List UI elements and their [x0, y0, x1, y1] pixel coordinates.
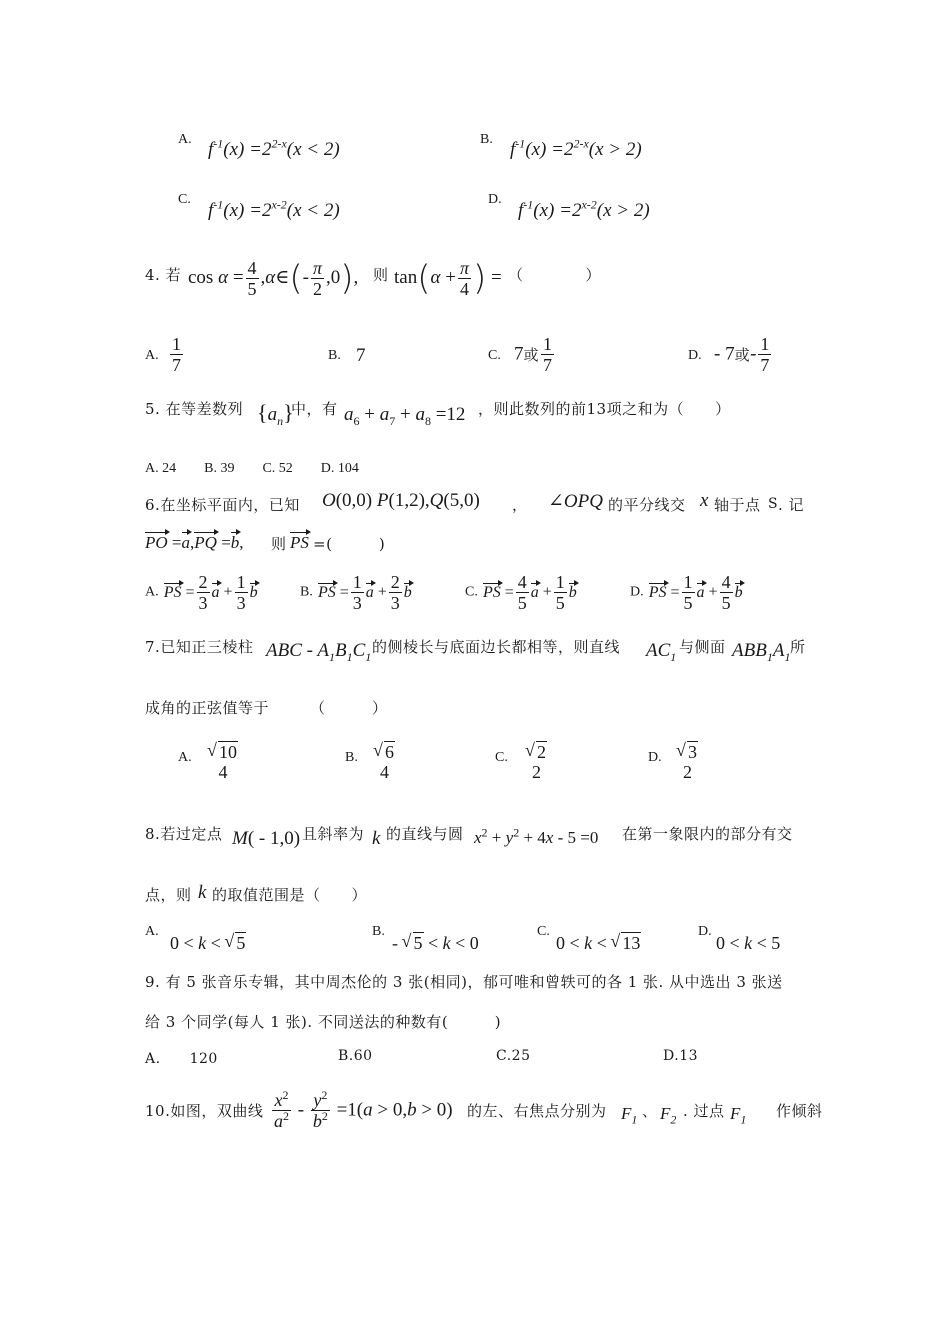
q7-prism: ABC - $A_1B_1C_1$ [266, 640, 372, 664]
q6-paren: =( ) [313, 535, 386, 553]
q7-text-c: 与侧面 [679, 638, 726, 656]
q7-option-a-label: A. [178, 750, 192, 765]
q10-hyperbola: $\frac{x^2}{a^2}$ - $\frac{y^2}{b^2}$ =1(a > 0,b > 0) [274, 1088, 453, 1131]
q4-option-d-label: D. [688, 348, 702, 363]
q8-line2-b: 的取值范围是（ ） [212, 886, 368, 904]
q8-option-a-label: A. [145, 924, 159, 939]
q6-points: O(0,0) P(1,2),Q(5,0) [322, 490, 480, 511]
q8-option-a: 0 < k < √ 5 [170, 933, 246, 954]
q4-option-a-label: A. [145, 348, 159, 363]
q8-option-c-label: C. [537, 924, 550, 939]
q6-stem: 6.在坐标平面内，已知 [145, 496, 300, 514]
q6-point-s: S [768, 496, 779, 512]
q4-formula-tan: tan(α + $\frac{\pi}{4}$ ) = [394, 258, 502, 299]
q4-formula: cos α = $\frac{4}{5}$ ,α∈(- $\frac{\pi}{2}$ ,0), [188, 258, 359, 299]
q4-option-a: $\frac{1}{7}$ [172, 334, 181, 375]
q8-option-b: - √ 5 < k < 0 [392, 933, 479, 954]
q4-stem: 4. 若 [145, 266, 182, 284]
q6-comma: ， [512, 496, 528, 514]
q9-line2: 给 3 个同学(每人 1 张). 不同送法的种数有( ) [145, 1013, 502, 1031]
q5-equation: $a_6 + a_7 + a_8 =12$ [344, 404, 466, 428]
q6-text-e: . 记 [778, 496, 805, 514]
q7-line2: 成角的正弦值等于 [145, 699, 270, 717]
q7-text-b: 的侧棱长与底面边长都相等，则直线 [372, 638, 621, 656]
q10-f1: $F_1$ [621, 1104, 638, 1127]
q3-option-a-label: A. [178, 132, 192, 147]
q8-option-c: 0 < k < √ 13 [556, 933, 641, 954]
q8-text-b: 且斜率为 [302, 825, 365, 843]
q9-line1: 9. 有 5 张音乐专辑，其中周杰伦的 3 张(相同)，郁可唯和曾轶可的各 1 张. 从中选出 3 张送 [145, 973, 783, 991]
q4-option-c: 7或 $\frac{1}{7}$ [514, 334, 553, 375]
q6-option-d: D. PS = $\frac{1}{5}$ a + $\frac{4}{5}$ b [630, 572, 743, 613]
q6-x: x [700, 490, 709, 511]
q7-stem: 7.已知正三棱柱 [145, 638, 254, 656]
q6-vectors: PO =a,PQ =b, [145, 533, 244, 552]
q10-f1-point: $F_1$ [730, 1104, 747, 1127]
q10-text-d: 作倾斜 [776, 1102, 823, 1120]
q4-answer-paren: （ ） [508, 266, 602, 284]
q7-option-b-label: B. [345, 750, 358, 765]
q5-sequence: $\{a_n\}$ [257, 400, 294, 428]
q4-option-b: 7 [356, 345, 366, 366]
q6-option-c: C. PS = $\frac{4}{5}$ a + $\frac{1}{5}$ b [465, 572, 577, 613]
q4-option-d: - 7或- $\frac{1}{7}$ [714, 334, 770, 375]
q3-option-d-label: D. [488, 192, 502, 207]
q6-ps: PS [290, 533, 309, 552]
q10-f2: $F_2$ [660, 1104, 677, 1127]
q8-circle: $x^2 + y^2 + 4x - 5 =0$ [474, 825, 599, 847]
q6-text-d: 轴于点 [714, 496, 761, 514]
q7-line-ac1: $AC_1$ [646, 640, 677, 664]
q10-text-c: . 过点 [683, 1102, 725, 1120]
q3-option-d: $f^{-1}(x) =2^{x-2}(x > 2)$ [518, 197, 650, 221]
q7-paren: （ ） [310, 699, 388, 717]
q5-text-b: 中，有 [291, 400, 338, 418]
q10-stem: 10.如图，双曲线 [145, 1102, 264, 1120]
q6-ze: 则 [271, 535, 287, 553]
q7-option-d: √ 3 2 [673, 742, 702, 782]
q7-option-b: √ 6 4 [370, 742, 399, 782]
q9-option-d: D.13 [663, 1048, 699, 1064]
q7-option-a: √ 10 4 [204, 742, 242, 782]
q8-option-d-label: D. [698, 924, 712, 939]
q7-face: $ABB_1A_1$ [732, 640, 791, 664]
q8-k: k [372, 828, 381, 849]
q9-option-c: C.25 [496, 1048, 531, 1064]
q8-option-d: 0 < k < 5 [716, 933, 781, 953]
q5-text-c: ，则此数列的前13项之和为（ ） [478, 400, 731, 418]
q9-option-a: A. 120 [145, 1051, 218, 1067]
q8-k2: k [198, 882, 207, 903]
q5-options: A. 24 B. 39 C. 52 D. 104 [145, 461, 359, 476]
q3-option-a: $f^{-1}(x) =2^{2-x}(x < 2)$ [208, 136, 340, 160]
q10-text-b: 的左、右焦点分别为 [467, 1102, 607, 1120]
q8-line2-a: 点，则 [145, 886, 192, 904]
q4-option-c-label: C. [488, 348, 501, 363]
q4-ze: 则 [373, 266, 389, 284]
q3-option-c: $f^{-1}(x) =2^{x-2}(x < 2)$ [208, 197, 340, 221]
q8-text-c: 的直线与圆 [386, 825, 464, 843]
q3-option-b: $f^{-1}(x) =2^{2-x}(x > 2)$ [510, 136, 642, 160]
q3-option-c-label: C. [178, 192, 191, 207]
q6-option-b: B. PS = $\frac{1}{3}$ a + $\frac{2}{3}$ b [300, 572, 412, 613]
q8-stem: 8.若过定点 [145, 825, 223, 843]
q8-point-m: M( - 1,0) [232, 828, 301, 849]
q6-text-c: 的平分线交 [608, 496, 686, 514]
q7-option-c: √ 2 2 [522, 742, 551, 782]
q7-option-c-label: C. [495, 750, 508, 765]
q5-stem: 5. 在等差数列 [145, 400, 244, 418]
q9-option-b: B.60 [338, 1048, 373, 1064]
q3-option-b-label: B. [480, 132, 493, 147]
q7-text-d: 所 [790, 638, 806, 656]
q10-sep: 、 [642, 1102, 658, 1120]
q8-option-b-label: B. [372, 924, 385, 939]
q6-option-a: A. PS = $\frac{2}{3}$ a + $\frac{1}{3}$ b [145, 572, 258, 613]
q4-option-b-label: B. [328, 348, 341, 363]
q8-text-d: 在第一象限内的部分有交 [622, 825, 793, 843]
q6-angle: ∠OPQ [548, 491, 603, 512]
q7-option-d-label: D. [648, 750, 662, 765]
